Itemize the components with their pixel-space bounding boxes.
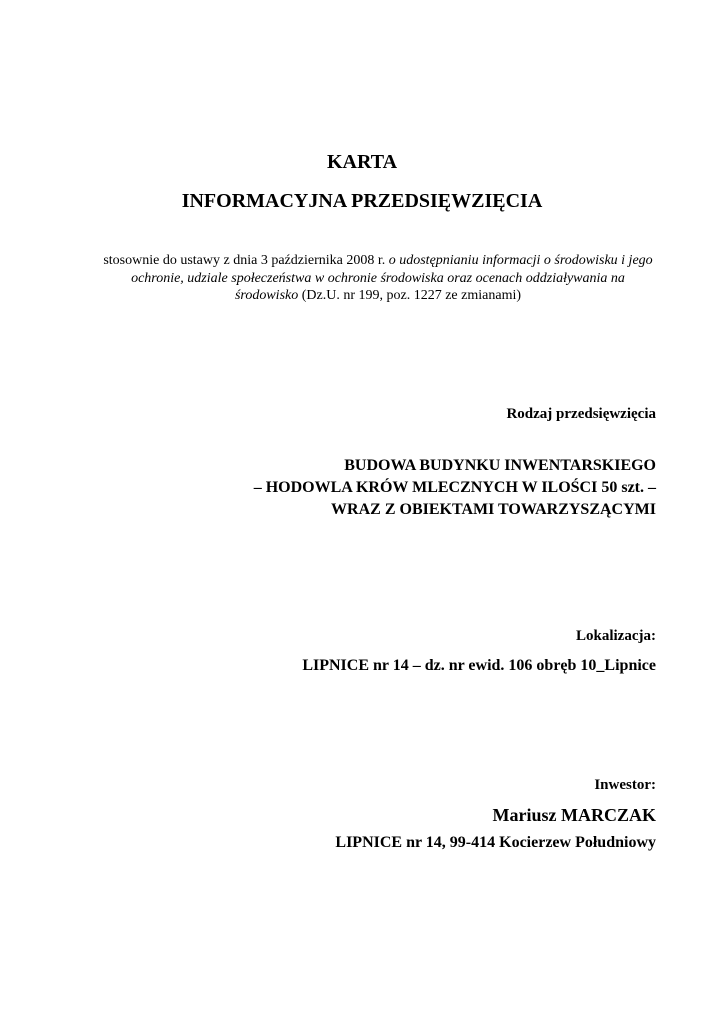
legal-basis-reference: (Dz.U. nr 199, poz. 1227 ze zmianami) bbox=[298, 288, 522, 303]
project-type-description bbox=[150, 455, 656, 521]
project-type-line-2: – HODOWLA KRÓW MLECZNYCH W ILOŚCI 50 szt. – bbox=[253, 479, 656, 496]
title-informacyjna: INFORMACYJNA PRZEDSIĘWZIĘCIA bbox=[181, 190, 543, 212]
investor-label: Inwestor: bbox=[594, 777, 656, 793]
legal-basis-paragraph bbox=[100, 252, 656, 305]
investor-address: LIPNICE nr 14, 99-414 Kocierzew Południowy bbox=[335, 834, 656, 851]
project-type-label: Rodzaj przedsięwzięcia bbox=[506, 406, 656, 422]
legal-basis-act-title: o udostępnianiu informacji o środowisku i jego ochronie, udziale społeczeństwa w ochronie środowiska oraz ocenach oddziaływania na środowisko bbox=[131, 253, 653, 303]
project-type-line-3: WRAZ Z OBIEKTAMI TOWARZYSZĄCYMI bbox=[331, 501, 656, 518]
title-karta: KARTA bbox=[326, 151, 398, 173]
investor-name: Mariusz MARCZAK bbox=[492, 805, 656, 825]
project-type-line-1: BUDOWA BUDYNKU INWENTARSKIEGO bbox=[344, 457, 656, 474]
location-value: LIPNICE nr 14 – dz. nr ewid. 106 obręb 10_Lipnice bbox=[302, 657, 656, 674]
location-label: Lokalizacja: bbox=[576, 628, 656, 644]
legal-basis-intro: stosownie do ustawy z dnia 3 października 2008 r. bbox=[103, 253, 389, 268]
